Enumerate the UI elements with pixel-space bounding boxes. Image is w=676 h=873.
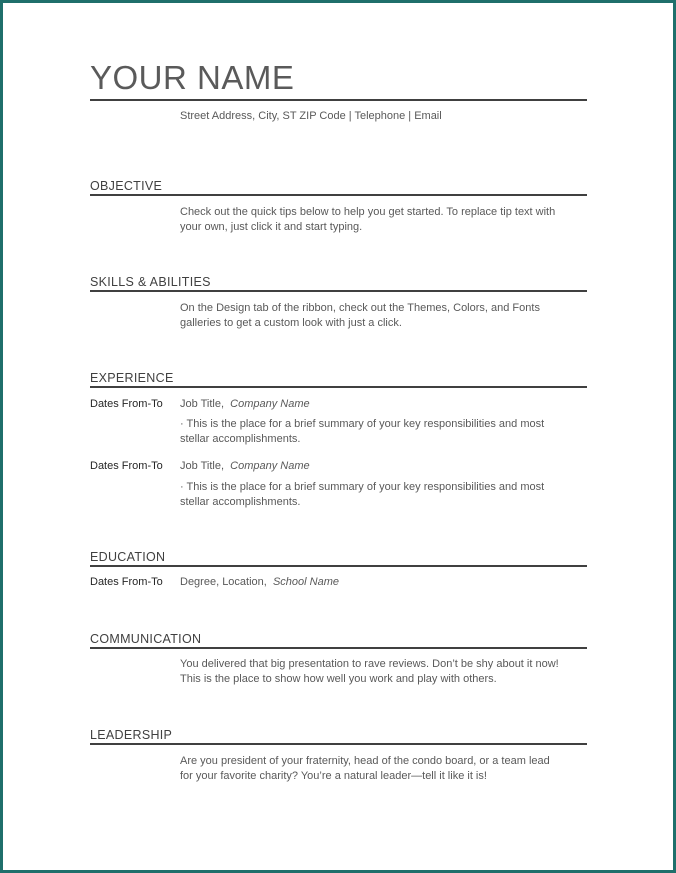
education-divider: [90, 565, 587, 567]
skills-heading: SKILLS & ABILITIES: [90, 275, 211, 289]
leadership-text: Are you president of your fraternity, head of the condo board, or a team lead for your favorite charity? You’re a natural leader—tell it like it is!: [180, 755, 550, 782]
objective-divider: [90, 194, 587, 196]
communication-text: You delivered that big presentation to rave reviews. Don’t be shy about it now! This is the place to show how well you work and play with others.: [180, 658, 559, 685]
education-dates: Dates From-To: [90, 576, 163, 588]
objective-text: Check out the quick tips below to help you get started. To replace tip text with your own, just click it and start typing.: [180, 206, 556, 233]
education-heading: EDUCATION: [90, 550, 166, 564]
degree-location: Degree, Location,: [180, 576, 267, 588]
experience-divider: [90, 386, 587, 388]
job-title-1: Job Title,: [180, 398, 225, 410]
contact-line: Street Address, City, ST ZIP Code | Telephone | Email: [180, 110, 442, 122]
experience-dates-2: Dates From-To: [90, 460, 163, 472]
skills-text: On the Design tab of the ribbon, check out the Themes, Colors, and Fonts galleries to get a custom look with just a click.: [180, 302, 540, 329]
leadership-divider: [90, 743, 587, 745]
name-divider: [90, 99, 587, 101]
experience-job-1: [180, 398, 310, 410]
skills-divider: [90, 290, 587, 292]
experience-summary-2: · This is the place for a brief summary of your key responsibilities and most stellar accomplishments.: [180, 481, 545, 508]
communication-heading: COMMUNICATION: [90, 632, 202, 646]
company-name-2: Company Name: [230, 460, 310, 472]
job-title-2: Job Title,: [180, 460, 225, 472]
experience-dates-1: Dates From-To: [90, 398, 163, 410]
company-name-1: Company Name: [230, 398, 310, 410]
experience-heading: EXPERIENCE: [90, 371, 174, 385]
education-entry: [180, 576, 339, 588]
objective-heading: OBJECTIVE: [90, 179, 163, 193]
experience-summary-1: · This is the place for a brief summary of your key responsibilities and most stellar accomplishments.: [180, 418, 545, 445]
experience-job-2: [180, 460, 310, 472]
school-name: School Name: [272, 576, 340, 588]
communication-divider: [90, 647, 587, 649]
leadership-heading: LEADERSHIP: [90, 728, 173, 742]
resume-name: YOUR NAME: [90, 59, 295, 96]
